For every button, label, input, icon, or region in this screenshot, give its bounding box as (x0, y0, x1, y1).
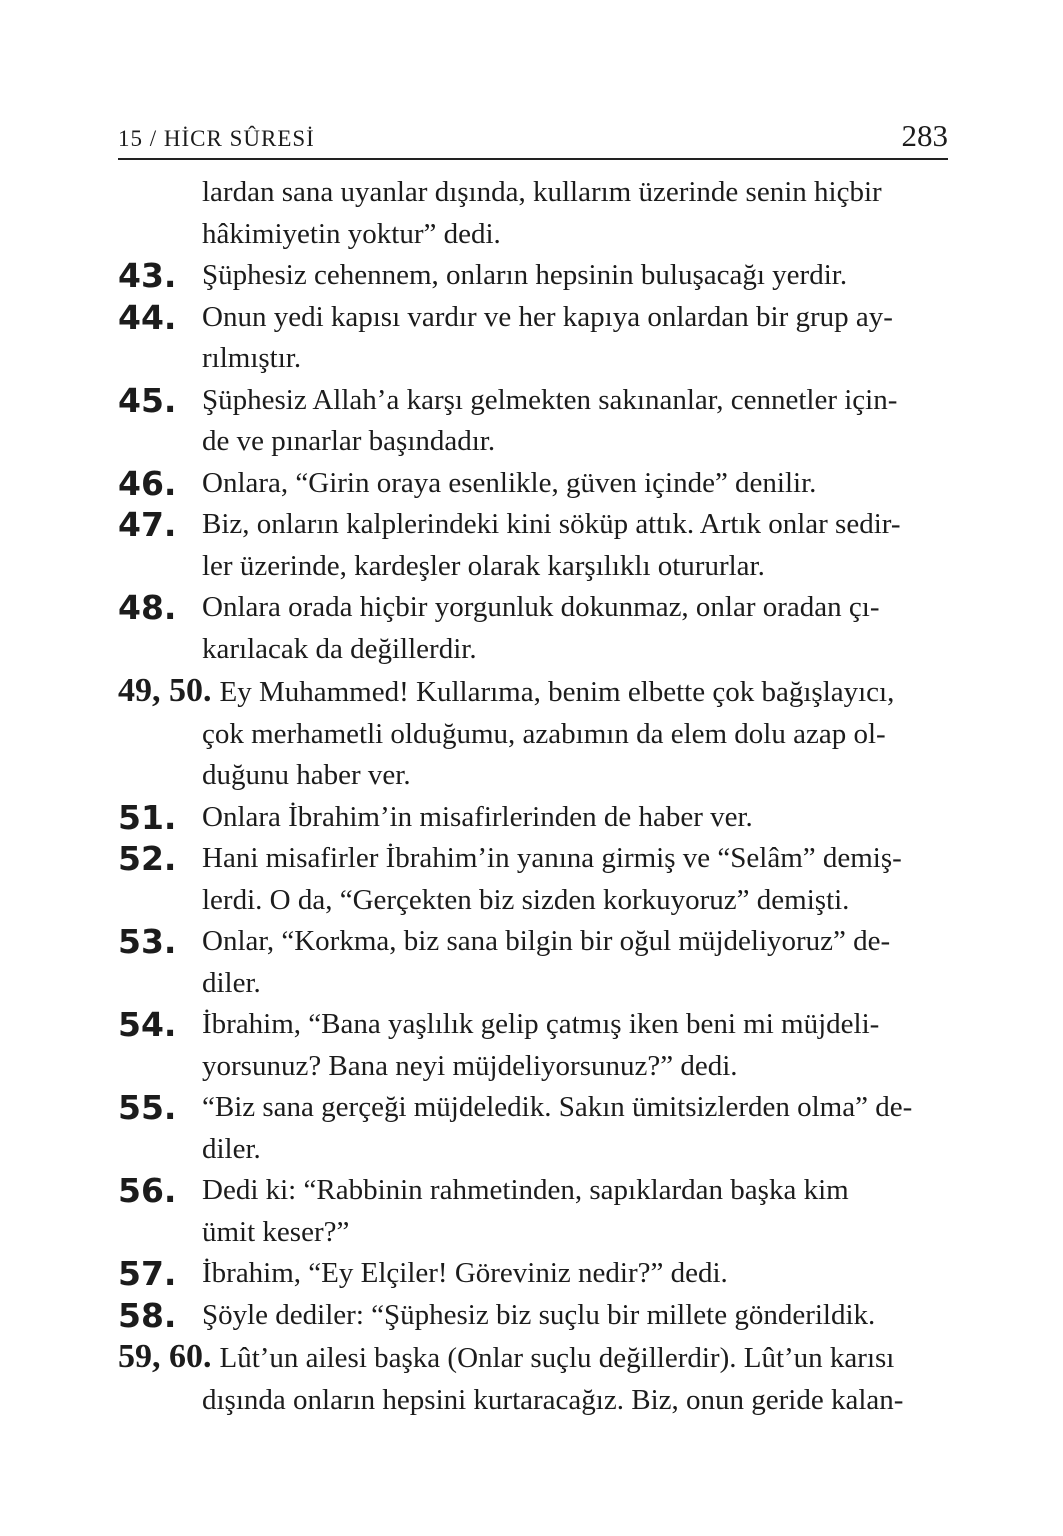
verse-number: 45. (118, 380, 177, 420)
verse-line: lerdi. O da, “Gerçekten biz sizden korkuyoruz” demişti. (202, 883, 850, 916)
verse-text (202, 1087, 948, 1170)
verse-line: diler. (202, 966, 261, 999)
verse-line: karılacak da değillerdir. (202, 632, 477, 665)
verse-number: 47. (118, 505, 177, 544)
verse-number: 53. (118, 922, 177, 961)
verse-number: 59, 60. (118, 1338, 212, 1375)
verse-number: 48. (118, 588, 177, 627)
verse-line: hâkimiyetin yoktur” dedi. (202, 217, 501, 250)
verse-line: diler. (202, 1132, 261, 1165)
verse-line: ler üzerinde, kardeşler olarak karşılıklı otururlar. (202, 549, 765, 582)
verse-line: rılmıştır. (202, 342, 302, 374)
verse-55 (118, 1087, 948, 1170)
verse-text (202, 838, 948, 921)
verse-line: çok merhametli olduğumu, azabımın da elem dolu azap ol- (202, 717, 886, 750)
verse-text (202, 255, 948, 297)
verse-58 (118, 1295, 948, 1337)
verse-continuation (118, 172, 948, 255)
verse-line: Hani misafirler İbrahim’in yanına girmiş ve “Selâm” demiş- (202, 842, 902, 874)
verse-text (202, 587, 948, 670)
verse-57 (118, 1253, 948, 1295)
verse-line: Dedi ki: “Rabbinin rahmetinden, sapıklardan başka kim (202, 1174, 849, 1206)
verse-text (118, 172, 948, 255)
verse-text (202, 380, 948, 463)
verse-53 (118, 921, 948, 1004)
verse-49-50 (118, 670, 948, 797)
verse-line: Onlara, “Girin oraya esenlikle, güven içinde” denilir. (202, 466, 817, 499)
verse-text (202, 1253, 948, 1295)
verse-44 (118, 297, 948, 380)
verse-number: 44. (118, 297, 177, 337)
verse-text (202, 463, 948, 505)
verse-line: Biz, onların kalplerindeki kini söküp attık. Artık onlar sedir- (202, 508, 901, 540)
verse-list (118, 172, 948, 1421)
verse-number: 54. (118, 1005, 177, 1044)
verse-line: Şüphesiz cehennem, onların hepsinin buluşacağı yerdir. (202, 259, 848, 291)
verse-line: yorsunuz? Bana neyi müjdeliyorsunuz?” dedi. (202, 1049, 738, 1082)
verse-number: 46. (118, 463, 177, 503)
verse-line: duğunu haber ver. (202, 759, 411, 791)
page (118, 0, 948, 1536)
verse-text (202, 921, 948, 1004)
verse-line: Onlara orada hiçbir yorgunluk dokunmaz, onlar oradan çı- (202, 591, 880, 623)
page-number: 283 (901, 118, 948, 153)
verse-46 (118, 463, 948, 505)
verse-52 (118, 838, 948, 921)
verse-line: Onlara İbrahim’in misafirlerinden de haber ver. (202, 800, 753, 833)
verse-number: 52. (118, 839, 177, 878)
verse-text (202, 1004, 948, 1087)
verse-line: İbrahim, “Bana yaşlılık gelip çatmış iken beni mi müjdeli- (202, 1008, 880, 1040)
verse-text (202, 1295, 948, 1337)
verse-59-60 (118, 1336, 948, 1421)
verse-number: 57. (118, 1254, 177, 1293)
verse-line: Onun yedi kapısı vardır ve her kapıya onlardan bir grup ay- (202, 300, 893, 333)
verse-line: dışında onların hepsini kurtaracağız. Biz, onun geride kalan- (202, 1383, 904, 1416)
verse-54 (118, 1004, 948, 1087)
verse-text (202, 1170, 948, 1253)
verse-line: Onlar, “Korkma, biz sana bilgin bir oğul müjdeliyoruz” de- (202, 925, 891, 957)
verse-number: 55. (118, 1088, 177, 1127)
verse-line: ümit keser?” (202, 1215, 350, 1248)
verse-line: Ey Muhammed! Kullarıma, benim elbette çok bağışlayıcı, (219, 676, 895, 708)
verse-line: Şüphesiz Allah’a karşı gelmekten sakınanlar, cennetler için- (202, 383, 898, 416)
verse-line: de ve pınarlar başındadır. (202, 425, 496, 457)
verse-text (202, 504, 948, 587)
verse-line: İbrahim, “Ey Elçiler! Göreviniz nedir?” dedi. (202, 1257, 728, 1289)
verse-line: Lût’un ailesi başka (Onlar suçlu değillerdir). Lût’un karısı (219, 1342, 895, 1374)
verse-45 (118, 380, 948, 463)
running-title: 15 / HİCR SÛRESİ (118, 126, 315, 151)
verse-line: lardan sana uyanlar dışında, kullarım üzerinde senin hiçbir (202, 176, 882, 208)
verse-43 (118, 255, 948, 297)
verse-47 (118, 504, 948, 587)
verse-number: 43. (118, 256, 177, 295)
verse-number: 58. (118, 1295, 177, 1335)
verse-text (202, 797, 948, 839)
verse-line: “Biz sana gerçeği müjdeledik. Sakın ümitsizlerden olma” de- (202, 1091, 913, 1123)
verse-number: 49, 50. (118, 672, 212, 709)
verse-51 (118, 797, 948, 839)
verse-text (202, 297, 948, 380)
verse-number: 56. (118, 1171, 177, 1210)
verse-number: 51. (118, 797, 177, 837)
page-header (118, 112, 948, 160)
verse-line: Şöyle dediler: “Şüphesiz biz suçlu bir millete gönderildik. (202, 1298, 876, 1331)
verse-56 (118, 1170, 948, 1253)
verse-48 (118, 587, 948, 670)
